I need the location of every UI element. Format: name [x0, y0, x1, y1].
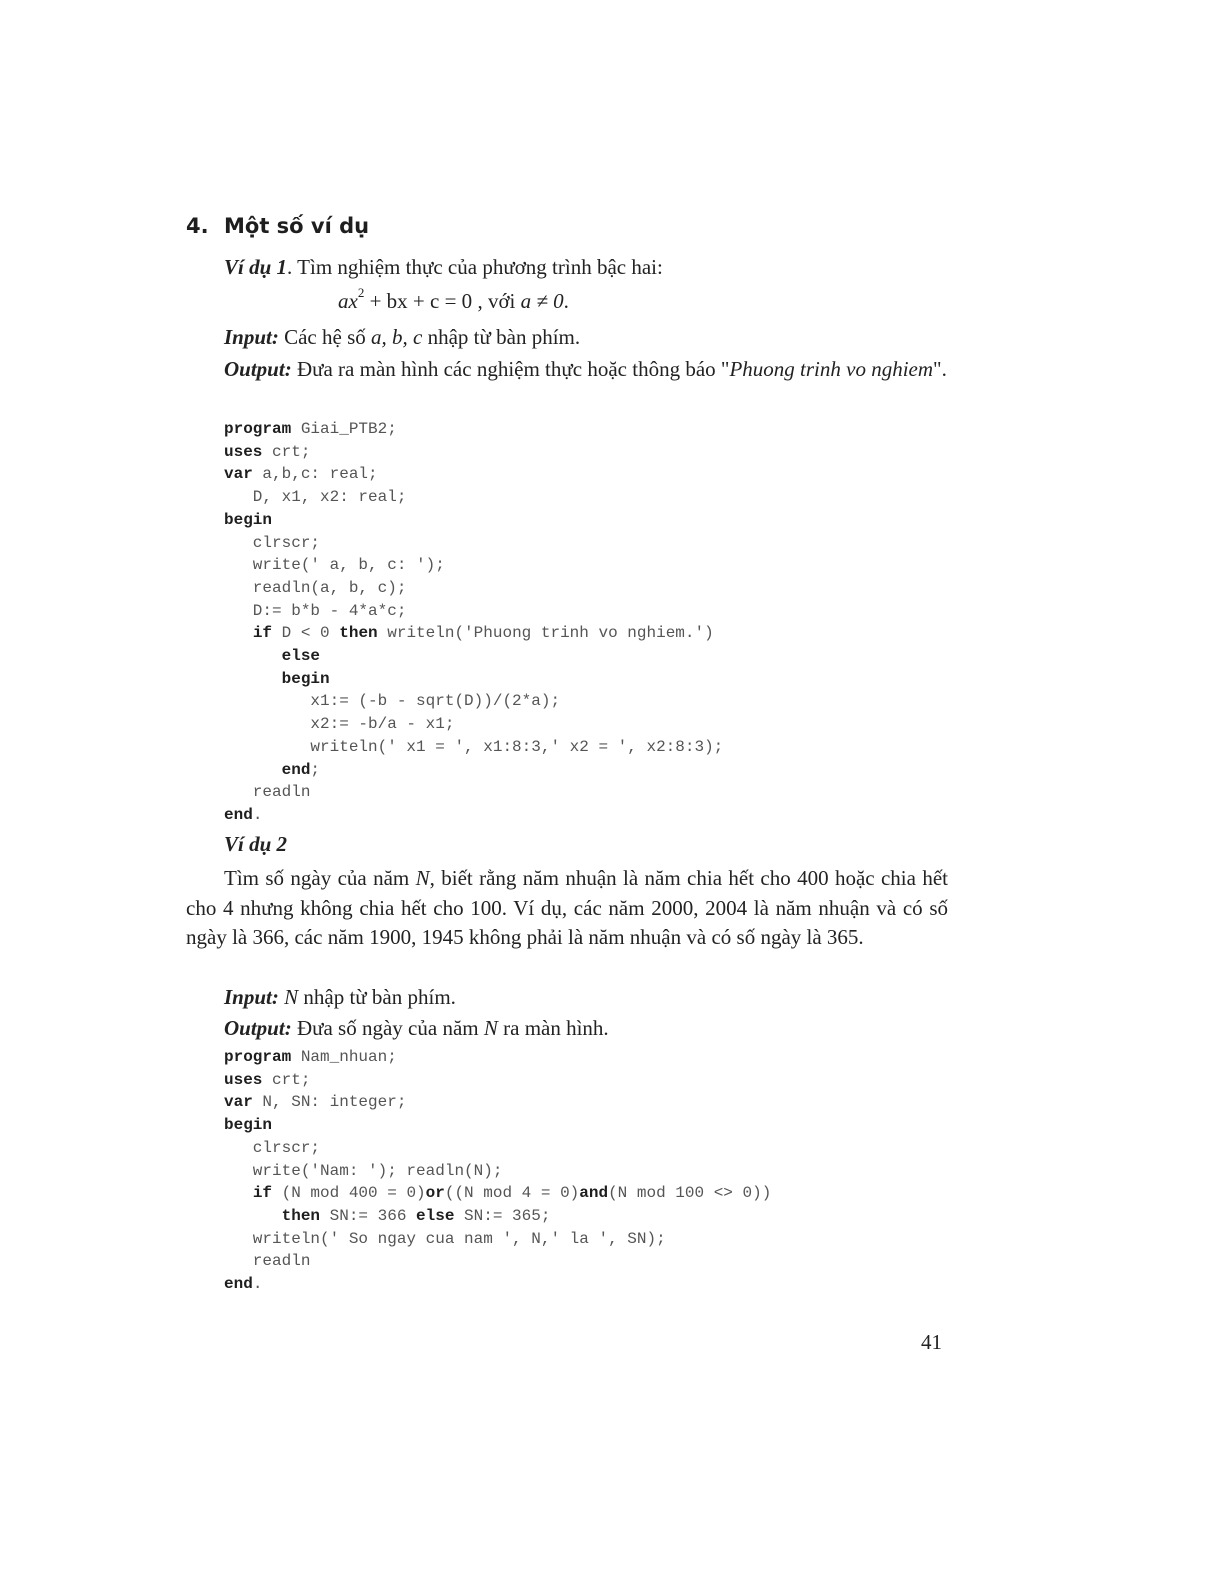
input-text-1: Các hệ số	[278, 325, 372, 349]
code-keyword: uses	[224, 442, 263, 461]
formula-end: .	[563, 289, 569, 313]
output-label: Output:	[224, 357, 292, 381]
code-keyword: end	[224, 1275, 253, 1294]
example2-output	[186, 1014, 948, 1044]
code-text: readln(a, b, c);	[224, 578, 407, 597]
code-line	[224, 781, 723, 804]
output2-var: N	[483, 1016, 498, 1040]
code-line	[224, 1069, 771, 1092]
code-line	[224, 577, 723, 600]
code-block-giai-ptb2	[224, 418, 723, 827]
code-text: crt;	[262, 442, 311, 461]
example2-heading	[186, 830, 948, 860]
input-text-2: nhập từ bàn phím.	[422, 325, 581, 349]
section-title: Một số ví dụ	[224, 214, 370, 238]
code-line	[224, 759, 723, 782]
code-line	[224, 509, 723, 532]
input2-var: N	[284, 985, 299, 1009]
code-line	[224, 645, 723, 668]
formula-sep: , với	[472, 289, 521, 313]
input2-label: Input:	[224, 985, 279, 1009]
code-line	[224, 1091, 771, 1114]
section-heading	[186, 214, 369, 238]
code-line	[224, 668, 723, 691]
code-text	[224, 624, 253, 642]
code-line	[224, 1205, 771, 1228]
code-text	[224, 761, 282, 779]
code-keyword: begin	[281, 669, 330, 688]
code-line	[224, 1182, 771, 1205]
code-keyword: or	[425, 1184, 445, 1203]
input-vars: a, b, c	[371, 325, 423, 349]
code-line	[224, 554, 723, 577]
code-keyword: uses	[224, 1070, 263, 1089]
code-keyword: begin	[224, 1116, 273, 1135]
code-keyword: end	[224, 805, 253, 824]
code-keyword: then	[339, 624, 378, 643]
code-text: (N mod 100 <> 0))	[608, 1184, 772, 1203]
code-line	[224, 463, 723, 486]
code-line	[224, 1250, 771, 1273]
code-text: D:= b*b - 4*a*c;	[224, 601, 407, 620]
example2-text-1: Tìm số ngày của năm	[224, 866, 416, 890]
code-line	[224, 441, 723, 464]
code-text: N, SN: integer;	[252, 1093, 407, 1112]
code-line	[224, 736, 723, 759]
input-label: Input:	[224, 325, 279, 349]
code-text: x1:= (-b - sqrt(D))/(2*a);	[224, 692, 561, 711]
code-line	[224, 804, 723, 827]
formula-exponent: 2	[357, 285, 365, 300]
code-line	[224, 486, 723, 509]
section-number: 4.	[186, 214, 209, 238]
example2-text-2: , biết rằng năm nhuận là năm chia hết cho 400 hoặc chia hết cho 4 nhưng không chia hết cho 100. Ví dụ, các năm 2000, 2004 là năm nhuận và có số ngày là 366, các năm 1900, 1945 không phải là năm nhuận và có số ngày là 365.	[186, 866, 948, 949]
code-line	[224, 532, 723, 555]
code-keyword: var	[224, 1093, 253, 1112]
code-text: Giai_PTB2;	[291, 420, 397, 438]
code-text: SN:= 365;	[454, 1206, 551, 1225]
code-text: write('Nam: '); readln(N);	[224, 1161, 503, 1180]
code-keyword: else	[416, 1206, 455, 1225]
code-keyword: then	[281, 1206, 321, 1225]
code-text: x2:= -b/a - x1;	[224, 715, 455, 734]
code-block-nam-nhuan	[224, 1046, 771, 1296]
output2-label: Output:	[224, 1016, 292, 1040]
code-line	[224, 1228, 771, 1251]
code-text: D, x1, x2: real;	[224, 488, 407, 507]
code-line	[224, 1114, 771, 1137]
code-keyword: end	[281, 760, 311, 779]
code-text: clrscr;	[224, 533, 321, 552]
code-text: SN:= 366	[320, 1206, 417, 1225]
code-keyword: var	[224, 465, 253, 484]
code-text: crt;	[262, 1070, 311, 1089]
example1-text: . Tìm nghiệm thực của phương trình bậc hai:	[287, 255, 663, 279]
code-text: readln	[224, 1252, 311, 1271]
code-text: .	[252, 805, 263, 824]
code-text: clrscr;	[224, 1138, 321, 1157]
code-text: Nam_nhuan;	[291, 1048, 397, 1066]
code-text	[224, 1184, 253, 1202]
code-text: ((N mod 4 = 0)	[444, 1184, 580, 1203]
code-text: .	[252, 1275, 263, 1294]
code-text	[224, 1207, 282, 1225]
code-line	[224, 1160, 771, 1183]
code-text: (N mod 400 = 0)	[272, 1184, 426, 1203]
code-line	[224, 622, 723, 645]
output-end: ".	[933, 357, 947, 381]
code-keyword: and	[579, 1184, 609, 1203]
page-number: 41	[921, 1330, 942, 1354]
code-text: write(' a, b, c: ');	[224, 556, 445, 575]
code-keyword: if	[252, 624, 273, 643]
output-text: Đưa ra màn hình các nghiệm thực hoặc thông báo "	[291, 357, 730, 381]
code-keyword: program	[224, 420, 292, 438]
example2-input	[186, 983, 948, 1013]
input2-text: nhập từ bàn phím.	[298, 985, 456, 1009]
example1-label: Ví dụ 1	[224, 255, 288, 279]
formula-ax: ax	[338, 289, 358, 313]
example2-description	[186, 864, 948, 953]
code-line	[224, 1137, 771, 1160]
code-keyword: if	[252, 1184, 273, 1203]
quadratic-equation	[338, 285, 569, 314]
code-line	[224, 600, 723, 623]
code-line	[224, 690, 723, 713]
code-text: writeln(' So ngay cua nam ', N,' la ', SN);	[224, 1229, 666, 1248]
code-text: writeln('Phuong trinh vo nghiem.')	[377, 624, 714, 643]
output2-text-2: ra màn hình.	[497, 1016, 609, 1040]
code-line	[224, 1273, 771, 1296]
code-line	[224, 418, 723, 441]
code-keyword: begin	[224, 510, 273, 529]
example2-label: Ví dụ 2	[224, 832, 288, 856]
code-text	[224, 670, 282, 688]
code-text: writeln(' x1 = ', x1:8:3,' x2 = ', x2:8:3);	[224, 737, 724, 756]
formula-condition: a ≠ 0	[520, 289, 564, 313]
output2-text-1: Đưa số ngày của năm	[291, 1016, 484, 1040]
example1-intro	[186, 253, 948, 283]
code-keyword: program	[224, 1048, 292, 1066]
formula-rest: + bx + c = 0	[364, 289, 473, 313]
code-text: readln	[224, 783, 311, 802]
code-text	[224, 647, 282, 665]
code-line	[224, 1046, 771, 1069]
code-line	[224, 713, 723, 736]
code-keyword: else	[281, 647, 321, 666]
output-quote: Phuong trinh vo nghiem	[729, 357, 934, 381]
code-text: ;	[310, 760, 321, 779]
example2-var: N	[415, 866, 430, 890]
example1-output	[186, 355, 948, 385]
code-text: D < 0	[272, 624, 340, 643]
example1-input	[186, 323, 948, 353]
code-text: a,b,c: real;	[252, 465, 378, 484]
